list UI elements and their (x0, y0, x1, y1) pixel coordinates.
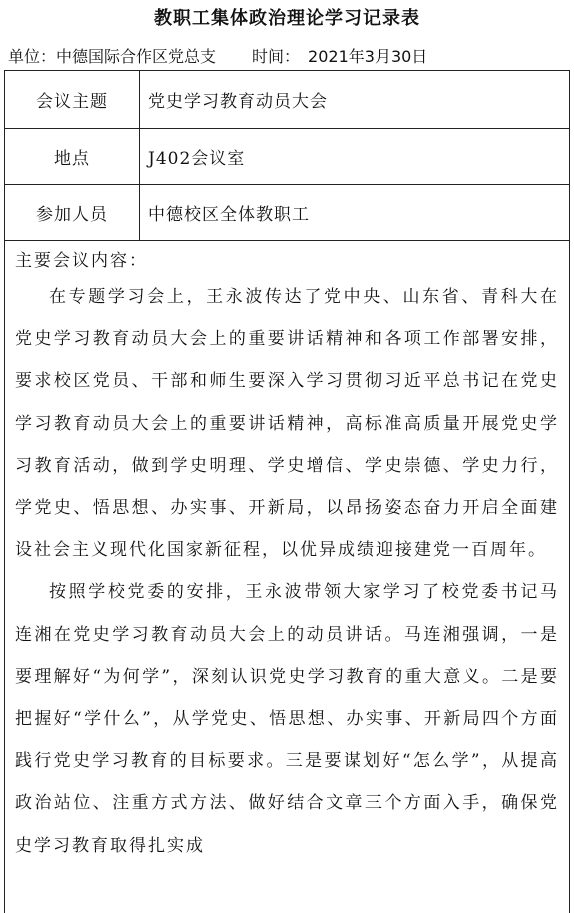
unit-value: 中德国际合作区党总支 (56, 47, 217, 66)
table-row (5, 71, 570, 129)
document-title: 教职工集体政治理论学习记录表 (154, 8, 420, 29)
location-label: 地点 (5, 129, 140, 185)
table-row (5, 129, 570, 185)
table-row (5, 185, 570, 241)
time-label: 时间： (252, 47, 301, 66)
content-paragraph: 在专题学习会上，王永波传达了党中央、山东省、青科大在党史学习教育动员大会上的重要讲话精神和各项工作部署安排，要求校区党员、干部和师生要深入学习贯彻习近平总书记在党史学习教育动员大会上的重要讲话精神，高标准高质量开展党史学习教育活动，做到学史明理、学史增信、学史崇德、学史力行，学党史、悟思想、办实事、开新局，以昂扬姿态奋力开启全面建设社会主义现代化国家新征程，以优异成绩迎接建党一百周年。 (15, 287, 559, 561)
time-value: 2021年3月30日 (308, 47, 428, 66)
unit-label: 单位： (8, 47, 57, 66)
meeting-info-table (4, 70, 570, 241)
location-value: J402会议室 (140, 129, 570, 185)
content-heading: 主要会议内容： (15, 251, 148, 271)
topic-value: 党史学习教育动员大会 (140, 71, 570, 129)
meeting-content (4, 240, 570, 913)
participants-value: 中德校区全体教职工 (140, 185, 570, 241)
document-meta (8, 44, 427, 67)
topic-label: 会议主题 (5, 71, 140, 129)
participants-label: 参加人员 (5, 185, 140, 241)
content-paragraph: 按照学校党委的安排，王永波带领大家学习了校党委书记马连湘在党史学习教育动员大会上的动员讲话。马连湘强调，一是要理解好“为何学”，深刻认识党史学习教育的重大意义。二是要把握好“学什么”，从学党史、悟思想、办实事、开新局四个方面践行党史学习教育的目标要求。三是要谋划好“怎么学”，从提高政治站位、注重方式方法、做好结合文章三个方面入手，确保党史学习教育取得扎实成 (15, 582, 559, 856)
